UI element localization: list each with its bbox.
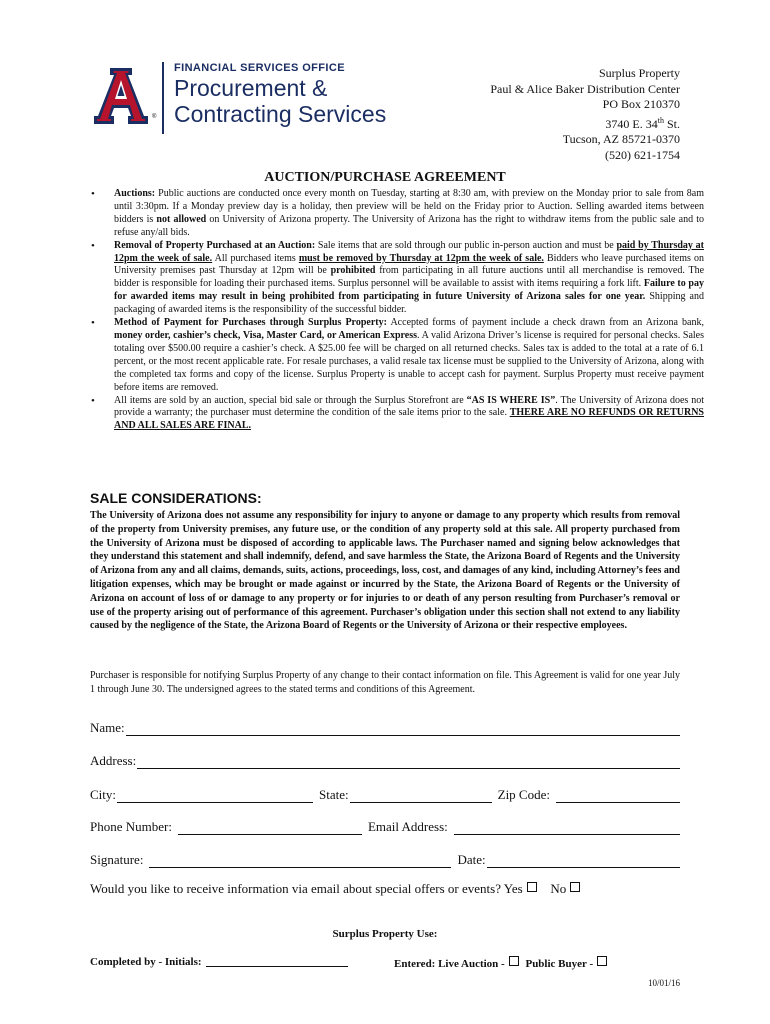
live-auction-label: Entered: Live Auction - [394, 958, 505, 970]
address-field[interactable] [137, 754, 680, 769]
term-removal: • Removal of Property Purchased at an Auction: Sale items that are sold through our public in-person auction and must be paid by Thursday at 12pm the week of sale. All purchased items must be removed by Thursday at 12pm the week of sale. Bidders who leave purchased items on University premises past Thursday at 12pm will be prohibited from participating in all future auctions until all merchandise is removed. The bidder is responsible for loading their purchased items. Surplus personnel will be available to assist with items requiring a fork lift. Failure to pay for awarded items may result in being prohibited from participating in future University of Arizona sales for one year. Shipping and packaging of awarded items is the responsibility of the successful bidder. [114, 240, 704, 317]
date-label: Date: [457, 852, 486, 867]
office-use-row [90, 956, 690, 968]
department-line1: Procurement & [174, 75, 328, 101]
email-optin [90, 881, 584, 897]
public-buyer-label: Public Buyer - [525, 958, 594, 970]
phone-field[interactable] [178, 820, 362, 835]
zip-field[interactable] [556, 788, 680, 803]
address-line: Tucson, AZ 85721-0370 [562, 132, 680, 146]
phone-label: Phone Number: [90, 819, 172, 834]
name-row [90, 716, 680, 736]
live-auction-checkbox[interactable] [509, 956, 519, 966]
signature-field[interactable] [149, 853, 451, 868]
term-as-is: • All items are sold by an auction, special bid sale or through the Surplus Storefront are “AS IS WHERE IS”. The University of Arizona does not provide a warranty; the purchaser must determine the condition of the sale items prior to the sale. THERE ARE NO REFUNDS OR RETURNS AND ALL SALES ARE FINAL. [114, 395, 704, 434]
optin-no-checkbox[interactable] [570, 882, 580, 892]
purchaser-notice: Purchaser is responsible for notifying Surplus Property of any change to their contact information on file. This Agreement is valid for one year July 1 through June 30. The undersigned agrees to the stated terms and conditions of this Agreement. [90, 670, 680, 695]
initials-field[interactable] [206, 956, 348, 967]
completed-by-label: Completed by - Initials: [90, 956, 202, 968]
terms-list [90, 188, 704, 433]
city-row [90, 783, 680, 803]
state-label: State: [319, 787, 349, 802]
zip-label: Zip Code: [497, 787, 550, 802]
signature-row [90, 848, 680, 868]
registered-mark: ® [152, 114, 157, 120]
email-field[interactable] [454, 820, 680, 835]
address-block [490, 66, 680, 163]
email-label: Email Address: [367, 819, 448, 834]
name-field[interactable] [126, 721, 680, 736]
optin-question: Would you like to receive information via email about special offers or events? [90, 881, 501, 896]
document-title: AUCTION/PURCHASE AGREEMENT [264, 170, 506, 185]
public-buyer-checkbox[interactable] [597, 956, 607, 966]
university-a-logo-icon [90, 66, 152, 128]
logo [90, 62, 420, 142]
logo-text [174, 62, 386, 127]
state-field[interactable] [350, 788, 492, 803]
department-line2: Contracting Services [174, 101, 387, 127]
term-auctions: • Auctions: Public auctions are conducted once every month on Tuesday, starting at 8:30 am, with preview on the Monday prior to sale from 8am until 3:30pm. If a Monday preview day is a holiday, then preview will be held on the Friday prior to Auction. Selling awarded items between bidders is not allowed on University of Arizona property. The University of Arizona has the right to withdraw items from the public sale and to refuse any/all bids. [114, 188, 704, 240]
address-line: 3740 E. 34th St. [605, 115, 680, 131]
sale-considerations-body: The University of Arizona does not assume any responsibility for injury to anyone or damage to any property which results from removal of the property from University premises, any future use, or the condition of any property sold at this sale. All property purchased from the University of Arizona must be disposed of according to applicable laws. The Purchaser named and signing below acknowledges that they understand this statement and shall indemnify, defend, and save harmless the State, the Arizona Board of Regents and the University of Arizona from any and all claims, demands, suits, actions, proceedings, loss, cost, and damages of any kind, including Attorney’s fees and litigation expenses, which may be brought or made against or incurred by the State, the Arizona Board of Regents or the University of Arizona on account of loss of or damage to any property or for injuries to or death of any person resulting from Purchaser’s removal or use of the property arising out of performance of this agreement. Purchaser’s obligation under this section shall not extend to any liability caused by the negligence of the State, the Arizona Board of Regents or the University of Arizona or their respective employees. [90, 510, 680, 632]
optin-yes-checkbox[interactable] [527, 882, 537, 892]
logo-divider [162, 62, 164, 134]
phone-row [90, 815, 680, 835]
address-label: Address: [90, 753, 137, 768]
signature-label: Signature: [90, 852, 144, 867]
sale-considerations-heading: SALE CONSIDERATIONS: [90, 490, 262, 506]
address-row [90, 749, 680, 769]
address-line: PO Box 210370 [602, 97, 680, 111]
office-name: FINANCIAL SERVICES OFFICE [174, 62, 345, 74]
address-line: (520) 621-1754 [605, 147, 680, 162]
revision-date: 10/01/16 [647, 978, 680, 988]
office-use-title: Surplus Property Use: [332, 928, 438, 940]
city-label: City: [90, 787, 117, 802]
address-line: Surplus Property [599, 66, 680, 80]
city-field[interactable] [117, 788, 313, 803]
date-field[interactable] [487, 853, 680, 868]
optin-yes-label: Yes [503, 881, 523, 896]
term-payment: • Method of Payment for Purchases through Surplus Property: Accepted forms of payment include a check drawn from an Arizona bank, money order, cashier’s check, Visa, Master Card, or American Express. A valid Arizona Driver’s license is required for personal checks. Sales totaling over $500.00 require a cashier’s check. A $25.00 fee will be charged on all returned checks. Sales tax is added to the total at a rate of 6.1 percent, or the most recent applicable rate. For resale purchases, a valid resale tax license must be supplied to the University of Arizona, along with the completed tax forms and copy of the license. Surplus Property is unable to accept cash for payment. Surplus Property must receive payment before items are removed. [114, 317, 704, 394]
address-line: Paul & Alice Baker Distribution Center [490, 81, 680, 96]
name-label: Name: [90, 720, 125, 735]
optin-no-label: No [550, 881, 567, 896]
entered-group [394, 956, 611, 970]
